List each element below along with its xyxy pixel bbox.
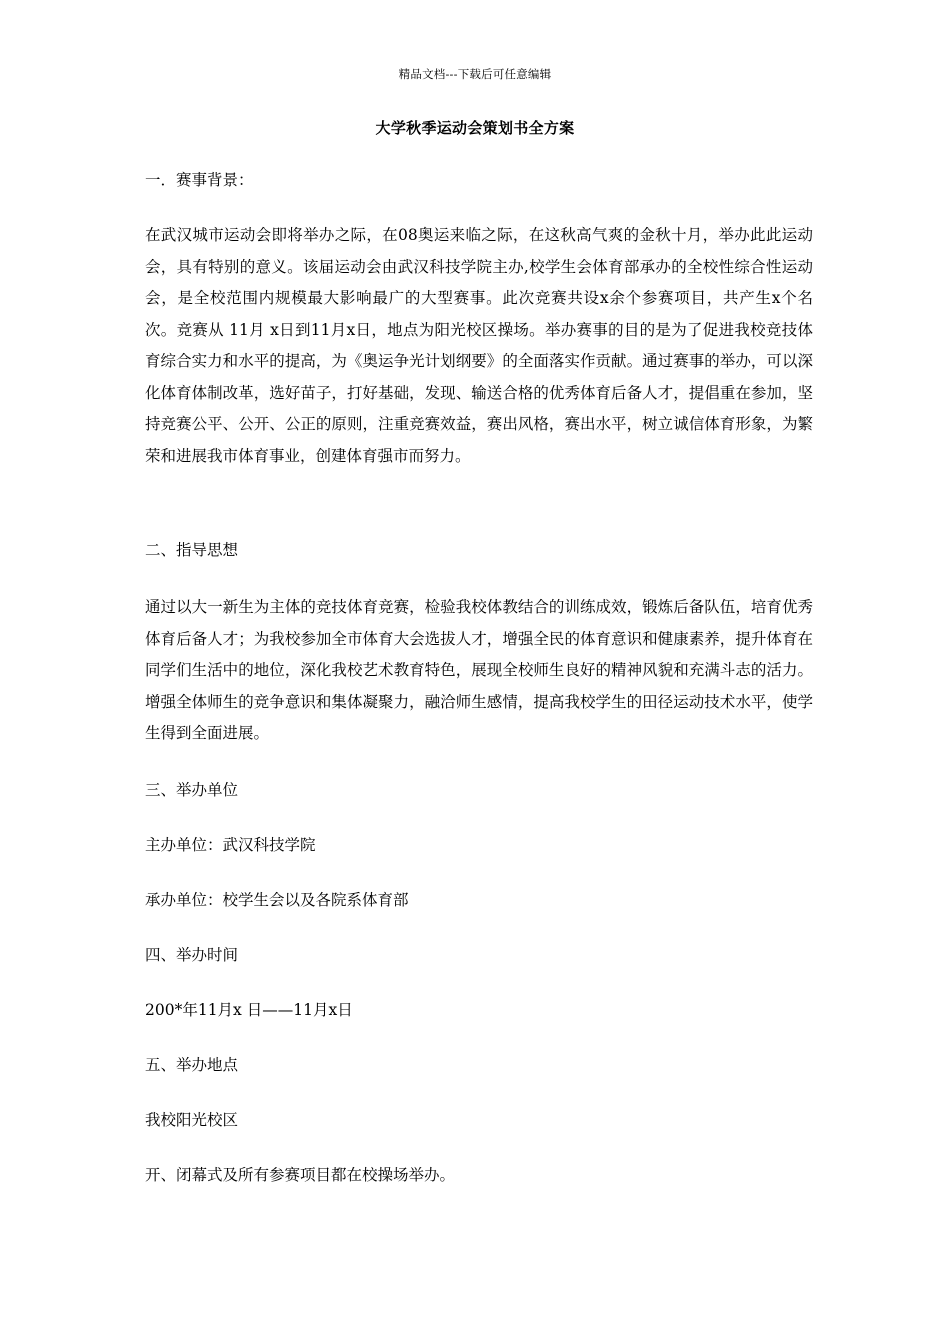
paragraph-guiding-ideology: 通过以大一新生为主体的竞技体育竞赛，检验我校体教结合的训练成效，锻炼后备队伍，培育优秀体育后备人才；为我校参加全市体育大会选拔人才，增强全民的体育意识和健康素养，提升体育在同学们生活中的地位，深化我校艺术教育特色，展现全校师生良好的精神风貌和充满斗志的活力。增强全体师生的竞争意识和集体凝聚力，融洽师生感情，提高我校学生的田径运动技术水平，使学生得到全面进展。 [145,598,813,742]
section-heading-organizers: 三、举办单位 [145,781,239,799]
section-heading-venue: 五、举办地点 [145,1056,239,1074]
venue-note: 开、闭幕式及所有参赛项目都在校操场举办。 [145,1166,456,1184]
section-heading-guiding-ideology: 二、指导思想 [145,541,239,559]
event-time: 200*年11月x 日——11月x日 [145,1001,353,1019]
event-venue: 我校阳光校区 [145,1111,239,1129]
paragraph-background: 在武汉城市运动会即将举办之际，在08奥运来临之际，在这秋高气爽的金秋十月，举办此此运动会，具有特别的意义。该届运动会由武汉科技学院主办,校学生会体育部承办的全校性综合性运动会，是全校范围内规模最大影响最广的大型赛事。此次竞赛共设x余个参赛项目，共产生x个名次。竞赛从 11月 x日到11月x日，地点为阳光校区操场。举办赛事的目的是为了促进我校竞技体育综合实力和水平的提高，为《奥运争光计划纲要》的全面落实作贡献。通过赛事的举办，可以深化体育体制改革，选好苗子，打好基础，发现、输送合格的优秀体育后备人才，提倡重在参加，坚持竞赛公平、公开、公正的原则，注重竞赛效益，赛出风格，赛出水平，树立诚信体育形象，为繁荣和进展我市体育事业，创建体育强市而努力。 [145,226,813,465]
section-heading-time: 四、举办时间 [145,946,239,964]
undertaking-organizer: 承办单位：校学生会以及各院系体育部 [145,891,409,909]
running-header: 精品文档---下载后可任意编辑 [398,67,552,81]
document-title: 大学秋季运动会策划书全方案 [375,119,575,137]
host-organizer: 主办单位：武汉科技学院 [145,836,316,854]
section-heading-background: 一．赛事背景： [145,171,254,189]
